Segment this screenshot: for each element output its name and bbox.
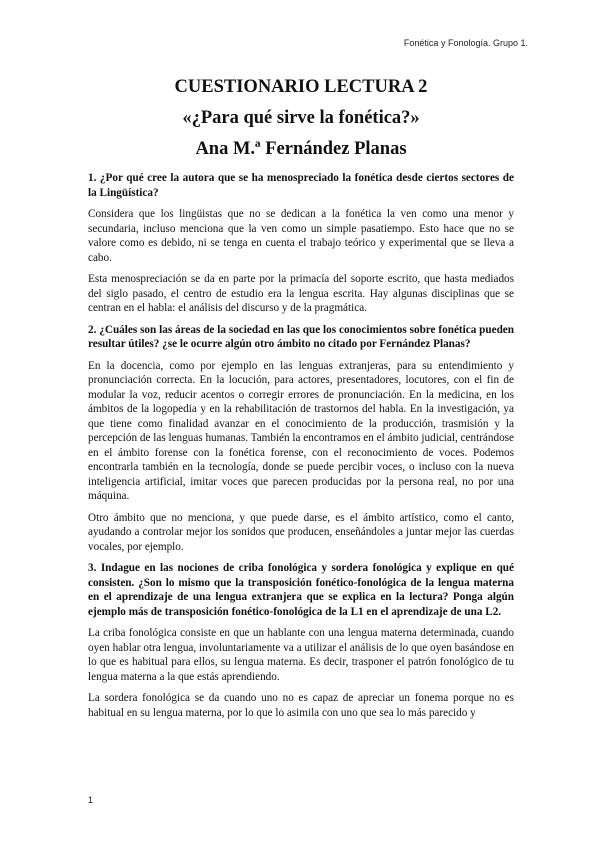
title-line-2: «¿Para qué sirve la fonética?» [182,108,420,128]
answer-2-paragraph-1: En la docencia, como por ejemplo en las lenguas extranjeras, para su entendimiento y pronunciación correcta. En la locución, para actores, presentadores, locutores, con el fin de modular la voz, reducir acentos o corregir errores de pronunciación. En la medicina, en los ámbitos de la logopedia y en la rehabilitación de trastornos del habla. En la investigación, ya que tiene como finalidad avanzar en el conocimiento de la producción, trasmisión y la percepción de las lenguas humanas. También la encontramos en el ámbito judicial, centrándose en el ámbito forense con la fonética forense, con el reconocimiento de voces. Podemos encontrarla también en la tecnología, donde se puede percibir voces, o incluso con la nueva inteligencia artificial, imitar voces que parecen producidas por la persona real, no por una máquina. [88,359,514,502]
section-1 [88,171,514,316]
section-2 [88,323,514,555]
author-name: Ana M.ª Fernández Planas [195,139,407,159]
section-3 [88,561,514,720]
title-line-1: CUESTIONARIO LECTURA 2 [174,77,428,97]
answer-3-paragraph-2: La sordera fonológica se da cuando uno no es capaz de apreciar un fonema porque no es habitual en su lengua materna, por lo que lo asimila con uno que sea lo más parecido y [88,692,514,719]
running-header: Fonética y Fonología. Grupo 1. [403,38,528,48]
question-3: 3. Indague en las nociones de criba fonológica y sordera fonológica y explique en qué consisten. ¿Son lo mismo que la transposición fonético-fonológica de la lengua materna en el aprendizaje de una lengua extranjera que se explica en la lectura? Ponga algún ejemplo más de transposición fonético-fonológica de la L1 en el aprendizaje de una L2. [88,562,514,618]
answer-1-paragraph-2: Esta menospreciación se da en parte por la primacía del soporte escrito, que hasta mediados del siglo pasado, el centro de estudio era la lengua escrita. Hay algunas disciplinas que se centran en el habla: el análisis del discurso y de la pragmática. [88,273,514,314]
answer-3-paragraph-1: La criba fonológica consiste en que un hablante con una lengua materna determinada, cuando oyen hablar otra lengua, involuntariamente va a utilizar el análisis de lo que oyen basándose en lo que es habitual para ellos, su lengua materna. Es decir, trasponer el patrón fonológico de tu lengua materna a la que estás aprendiendo. [88,627,514,683]
document-body [88,72,514,727]
page-number: 1 [88,795,94,805]
title-block [88,72,514,165]
answer-2-paragraph-2: Otro ámbito que no menciona, y que puede darse, es el ámbito artístico, como el canto, ayudando a controlar mejor los sonidos que producen, enseñándoles a juntar mejor las cuerdas vocales, por ejemplo. [88,511,514,553]
question-2: 2. ¿Cuáles son las áreas de la sociedad en las que los conocimientos sobre fonética pueden resultar útiles? ¿se le ocurre algún otro ámbito no citado por Fernández Planas? [88,323,514,350]
answer-1-paragraph-1: Considera que los lingüistas que no se dedican a la fonética la ven como una menor y secundaria, incluso menciona que la ven como un simple pasatiempo. Esto hace que no se valore como es debido, ni se tenga en cuenta el trabajo teórico y experimental que se lleva a cabo. [88,208,514,264]
question-1: 1. ¿Por qué cree la autora que se ha menospreciado la fonética desde ciertos sectores de la Lingüística? [88,172,514,199]
